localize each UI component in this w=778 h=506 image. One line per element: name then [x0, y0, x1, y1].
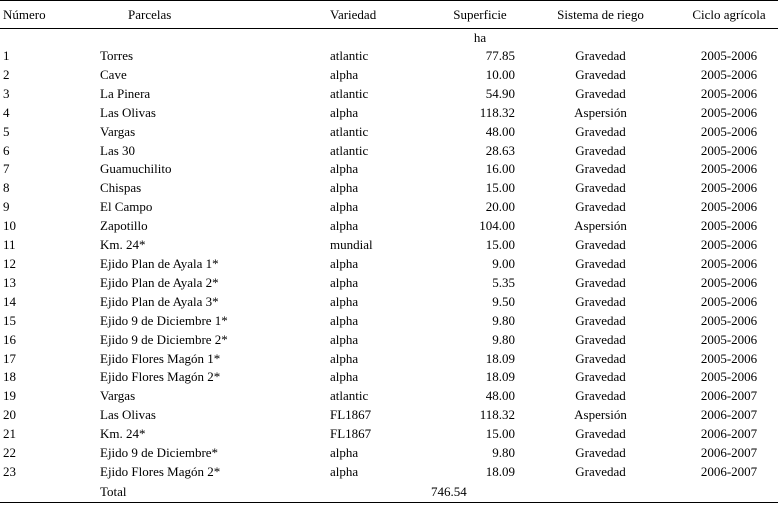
cell-numero: 11: [3, 237, 16, 253]
cell-sistema-riego: Gravedad: [575, 161, 626, 177]
cell-ciclo-agricola: 2005-2006: [700, 312, 758, 328]
cell-sistema-riego: Gravedad: [575, 426, 626, 442]
header-parcelas: Parcelas: [100, 1, 330, 29]
cell-variedad: alpha: [330, 180, 359, 196]
cell-parcela: Zapotillo: [100, 218, 148, 234]
cell-numero: 16: [3, 331, 16, 347]
cell-ciclo-agricola: 2005-2006: [700, 350, 758, 366]
cell-numero: 7: [3, 161, 10, 177]
cell-numero: 21: [3, 426, 16, 442]
cell-sistema-riego: Gravedad: [575, 85, 626, 101]
cell-ciclo-agricola: 2005-2006: [700, 161, 758, 177]
cell-superficie: 15.00: [485, 237, 515, 253]
cell-superficie: 54.90: [485, 85, 515, 101]
cell-superficie: 9.00: [492, 255, 515, 271]
cell-variedad: atlantic: [330, 142, 369, 158]
cell-ciclo-agricola: 2005-2006: [700, 142, 758, 158]
table-row: [0, 425, 778, 444]
table-row: [0, 312, 778, 331]
cell-ciclo-agricola: 2005-2006: [700, 255, 758, 271]
cell-superficie: 18.09: [485, 463, 515, 479]
cell-variedad: atlantic: [330, 85, 369, 101]
cell-numero: 1: [3, 48, 10, 63]
table-row: [0, 47, 778, 66]
cell-numero: 18: [3, 369, 16, 385]
table-row: [0, 444, 778, 463]
cell-parcela: Cave: [100, 66, 127, 82]
cell-numero: 8: [3, 180, 10, 196]
cell-superficie: 9.80: [492, 312, 515, 328]
table-row: [0, 350, 778, 369]
header-superficie: Superficie: [428, 1, 532, 29]
cell-ciclo-agricola: 2005-2006: [700, 104, 758, 120]
cell-variedad: alpha: [330, 293, 359, 309]
table-row: [0, 331, 778, 350]
cell-sistema-riego: Gravedad: [575, 199, 626, 215]
cell-ciclo-agricola: 2005-2006: [700, 331, 758, 347]
cell-superficie: 9.50: [492, 293, 515, 309]
cell-variedad: atlantic: [330, 388, 369, 404]
total-value: 746.54: [428, 482, 532, 503]
cell-parcela: Km. 24*: [100, 426, 146, 442]
cell-numero: 19: [3, 388, 16, 404]
cell-sistema-riego: Gravedad: [575, 463, 626, 479]
cell-parcela: Ejido 9 de Diciembre 1*: [100, 312, 228, 328]
cell-numero: 22: [3, 445, 16, 461]
cell-sistema-riego: Aspersión: [574, 218, 627, 234]
table-row: [0, 463, 778, 482]
cell-sistema-riego: Gravedad: [575, 274, 626, 290]
cell-parcela: El Campo: [100, 199, 153, 215]
cell-sistema-riego: Gravedad: [575, 312, 626, 328]
cell-ciclo-agricola: 2005-2006: [700, 180, 758, 196]
table-header: [0, 1, 778, 29]
cell-ciclo-agricola: 2005-2006: [700, 369, 758, 385]
cell-numero: 15: [3, 312, 16, 328]
cell-sistema-riego: Gravedad: [575, 123, 626, 139]
cell-parcela: Ejido Flores Magón 2*: [100, 463, 221, 479]
cell-sistema-riego: Aspersión: [574, 104, 627, 120]
cell-numero: 23: [3, 463, 16, 479]
cell-variedad: alpha: [330, 161, 359, 177]
table-row: [0, 85, 778, 104]
table-row: [0, 179, 778, 198]
header-sistema-riego: Sistema de riego: [532, 1, 669, 29]
table-row: [0, 387, 778, 406]
cell-numero: 20: [3, 407, 16, 423]
cell-ciclo-agricola: 2005-2006: [700, 48, 758, 63]
cell-empty: [0, 482, 100, 503]
cell-sistema-riego: Gravedad: [575, 237, 626, 253]
cell-empty: [532, 482, 669, 503]
cell-superficie: 15.00: [485, 180, 515, 196]
cell-ciclo-agricola: 2005-2006: [700, 123, 758, 139]
cell-parcela: Las Olivas: [100, 104, 156, 120]
cell-sistema-riego: Gravedad: [575, 445, 626, 461]
table-row: [0, 66, 778, 85]
cell-parcela: Ejido 9 de Diciembre 2*: [100, 331, 228, 347]
cell-superficie: 118.32: [479, 407, 515, 423]
cell-sistema-riego: Gravedad: [575, 293, 626, 309]
header-ciclo-agricola: Ciclo agrícola: [669, 1, 778, 29]
cell-ciclo-agricola: 2006-2007: [700, 426, 758, 442]
header-variedad: Variedad: [330, 1, 428, 29]
cell-superficie: 118.32: [479, 104, 515, 120]
table-row: [0, 236, 778, 255]
cell-parcela: Ejido 9 de Diciembre*: [100, 445, 219, 461]
table-body: [0, 29, 778, 503]
table-row: [0, 217, 778, 236]
header-numero: Número: [0, 1, 100, 29]
cell-parcela: Ejido Flores Magón 1*: [100, 350, 221, 366]
cell-sistema-riego: Gravedad: [575, 369, 626, 385]
table-row: [0, 104, 778, 123]
cell-sistema-riego: Gravedad: [575, 180, 626, 196]
table-row: [0, 274, 778, 293]
cell-superficie: 104.00: [479, 218, 515, 234]
cell-parcela: Vargas: [100, 123, 136, 139]
cell-empty: [330, 482, 428, 503]
cell-variedad: alpha: [330, 350, 359, 366]
cell-parcela: Ejido Plan de Ayala 1*: [100, 255, 219, 271]
cell-variedad: alpha: [330, 463, 359, 479]
table-row: [0, 160, 778, 179]
cell-sistema-riego: Gravedad: [575, 331, 626, 347]
cell-numero: 13: [3, 274, 16, 290]
cell-ciclo-agricola: 2005-2006: [700, 85, 758, 101]
cell-parcela: Torres: [100, 48, 134, 63]
cell-empty: [669, 482, 778, 503]
cell-parcela: Km. 24*: [100, 237, 146, 253]
cell-variedad: alpha: [330, 369, 359, 385]
cell-superficie: 48.00: [485, 388, 515, 404]
cell-sistema-riego: Aspersión: [574, 407, 627, 423]
cell-sistema-riego: Gravedad: [575, 388, 626, 404]
cell-numero: 12: [3, 255, 16, 271]
header-row: [0, 1, 778, 29]
table-row: [0, 368, 778, 387]
cell-parcela: Ejido Plan de Ayala 2*: [100, 274, 219, 290]
cell-variedad: atlantic: [330, 123, 369, 139]
cell-superficie: 9.80: [492, 445, 515, 461]
cell-numero: 10: [3, 218, 16, 234]
cell-numero: 2: [3, 66, 10, 82]
cell-variedad: FL1867: [330, 426, 372, 442]
cell-numero: 4: [3, 104, 10, 120]
cell-superficie: 77.85: [485, 48, 515, 63]
cell-superficie: 28.63: [485, 142, 515, 158]
cell-sistema-riego: Gravedad: [575, 48, 626, 63]
cell-superficie: 16.00: [485, 161, 515, 177]
cell-variedad: mundial: [330, 237, 373, 253]
cell-ciclo-agricola: 2006-2007: [700, 407, 758, 423]
cell-superficie: 20.00: [485, 199, 515, 215]
cell-variedad: alpha: [330, 218, 359, 234]
cell-ciclo-agricola: 2006-2007: [700, 445, 758, 461]
unit-label: ha: [473, 30, 487, 45]
cell-ciclo-agricola: 2005-2006: [700, 66, 758, 82]
table-row: [0, 255, 778, 274]
cell-parcela: Guamuchilito: [100, 161, 172, 177]
total-label: Total: [100, 482, 330, 503]
cell-variedad: alpha: [330, 66, 359, 82]
cell-superficie: 10.00: [485, 66, 515, 82]
cell-parcela: Chispas: [100, 180, 142, 196]
table-row: [0, 142, 778, 161]
cell-sistema-riego: Gravedad: [575, 255, 626, 271]
cell-numero: 6: [3, 142, 10, 158]
cell-superficie: 9.80: [492, 331, 515, 347]
cell-parcela: Vargas: [100, 388, 136, 404]
cell-ciclo-agricola: 2005-2006: [700, 237, 758, 253]
cell-variedad: FL1867: [330, 407, 372, 423]
cell-variedad: alpha: [330, 199, 359, 215]
cell-parcela: Las Olivas: [100, 407, 156, 423]
cell-superficie: 18.09: [485, 369, 515, 385]
cell-variedad: alpha: [330, 274, 359, 290]
cell-variedad: atlantic: [330, 48, 369, 63]
cell-sistema-riego: Gravedad: [575, 142, 626, 158]
cell-sistema-riego: Gravedad: [575, 66, 626, 82]
cell-parcela: Las 30: [100, 142, 136, 158]
cell-numero: 5: [3, 123, 10, 139]
cell-ciclo-agricola: 2005-2006: [700, 274, 758, 290]
cell-parcela: La Pinera: [100, 85, 151, 101]
cell-variedad: alpha: [330, 445, 359, 461]
cell-variedad: alpha: [330, 331, 359, 347]
total-row: [0, 482, 778, 503]
table-row: [0, 198, 778, 217]
cell-superficie: 48.00: [485, 123, 515, 139]
cell-ciclo-agricola: 2006-2007: [700, 388, 758, 404]
cell-variedad: alpha: [330, 312, 359, 328]
table-row: [0, 293, 778, 312]
table-row: [0, 406, 778, 425]
table-row: [0, 123, 778, 142]
cell-superficie: 5.35: [492, 274, 515, 290]
cell-parcela: Ejido Flores Magón 2*: [100, 369, 221, 385]
cell-ciclo-agricola: 2005-2006: [700, 293, 758, 309]
cell-superficie: 18.09: [485, 350, 515, 366]
cell-numero: 3: [3, 85, 10, 101]
cell-ciclo-agricola: 2005-2006: [700, 199, 758, 215]
cell-ciclo-agricola: 2005-2006: [700, 218, 758, 234]
cell-superficie: 15.00: [485, 426, 515, 442]
cell-variedad: alpha: [330, 104, 359, 120]
cell-ciclo-agricola: 2006-2007: [700, 463, 758, 479]
cell-numero: 14: [3, 293, 16, 309]
cell-variedad: alpha: [330, 255, 359, 271]
cell-numero: 17: [3, 350, 16, 366]
cell-numero: 9: [3, 199, 10, 215]
unit-row: [0, 29, 778, 48]
cell-parcela: Ejido Plan de Ayala 3*: [100, 293, 219, 309]
cell-sistema-riego: Gravedad: [575, 350, 626, 366]
